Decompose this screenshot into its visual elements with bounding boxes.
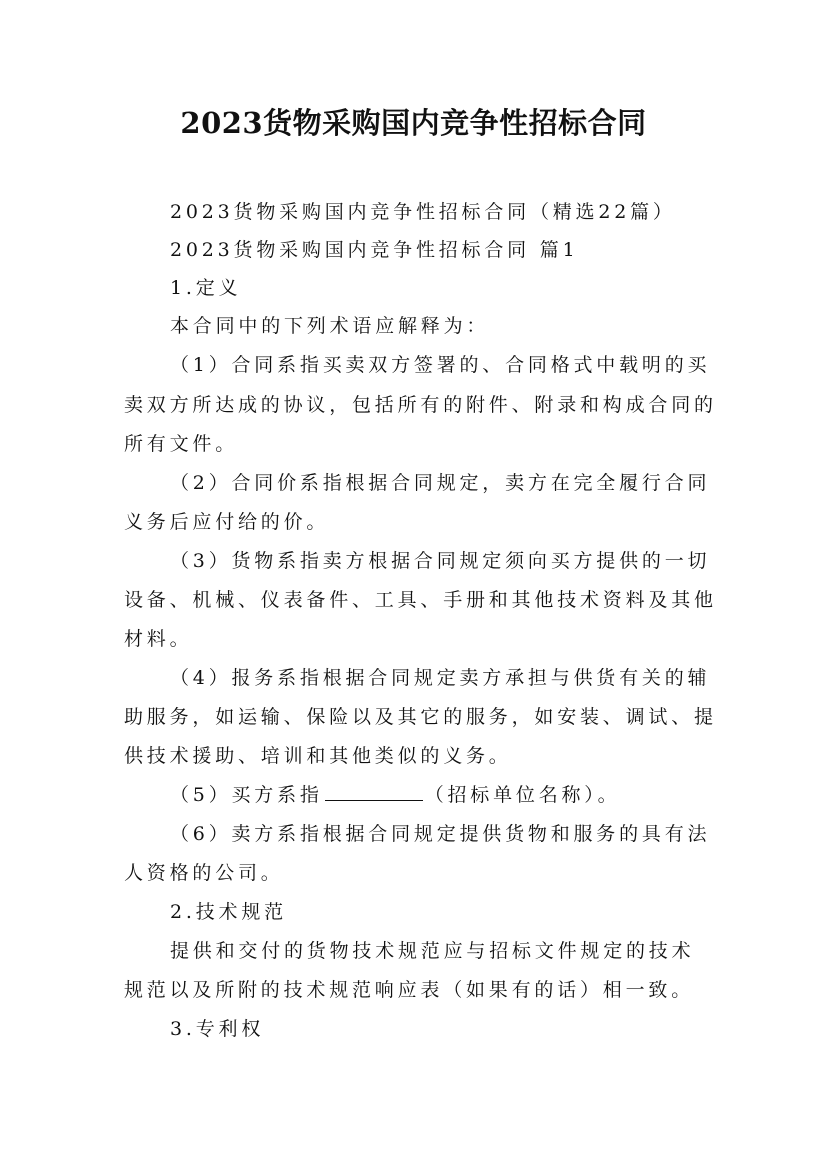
paragraph-line: 所有文件。 [124, 433, 239, 455]
paragraph-line: 提供和交付的货物技术规范应与招标文件规定的技术 [170, 940, 695, 962]
paragraph-line: 助服务，如运输、保险以及其它的服务，如安装、调试、提 [124, 706, 717, 728]
line-text: （招标单位名称）。 [424, 784, 621, 806]
paragraph-line: 2023货物采购国内竞争性招标合同（精选22篇） [170, 201, 676, 223]
paragraph-line: 卖双方所达成的协议，包括所有的附件、附录和构成合同的 [124, 394, 717, 416]
paragraph-line: （4）报务系指根据合同规定卖方承担与供货有关的辅 [170, 667, 711, 689]
paragraph-line: 规范以及所附的技术规范响应表（如果有的话）相一致。 [124, 979, 695, 1001]
paragraph-line: 材料。 [124, 628, 193, 650]
paragraph-line: 供技术援助、培训和其他类似的义务。 [124, 745, 512, 767]
line-text: （5）买方系指 [170, 784, 323, 806]
paragraph-line: （2）合同价系指根据合同规定，卖方在完全履行合同 [170, 472, 711, 494]
section-heading: 3.专利权 [170, 1018, 265, 1040]
paragraph-line: （3）货物系指卖方根据合同规定须向买方提供的一切 [170, 550, 711, 572]
paragraph-line: （6）卖方系指根据合同规定提供货物和服务的具有法 [170, 823, 711, 845]
paragraph-line: 义务后应付给的价。 [124, 511, 330, 533]
paragraph-line: 本合同中的下列术语应解释为： [170, 315, 490, 337]
document-title: 2023货物采购国内竞争性招标合同 [180, 106, 647, 140]
section-heading: 2023货物采购国内竞争性招标合同 篇1 [170, 239, 579, 261]
paragraph-line [170, 781, 620, 809]
paragraph-line: 设备、机械、仪表备件、工具、手册和其他技术资料及其他 [124, 589, 717, 611]
paragraph-line: 人资格的公司。 [124, 862, 284, 884]
fill-in-blank [325, 782, 423, 801]
section-heading: 1.定义 [170, 277, 242, 299]
paragraph-line: （1）合同系指买卖双方签署的、合同格式中载明的买 [170, 354, 711, 376]
section-heading: 2.技术规范 [170, 901, 287, 923]
